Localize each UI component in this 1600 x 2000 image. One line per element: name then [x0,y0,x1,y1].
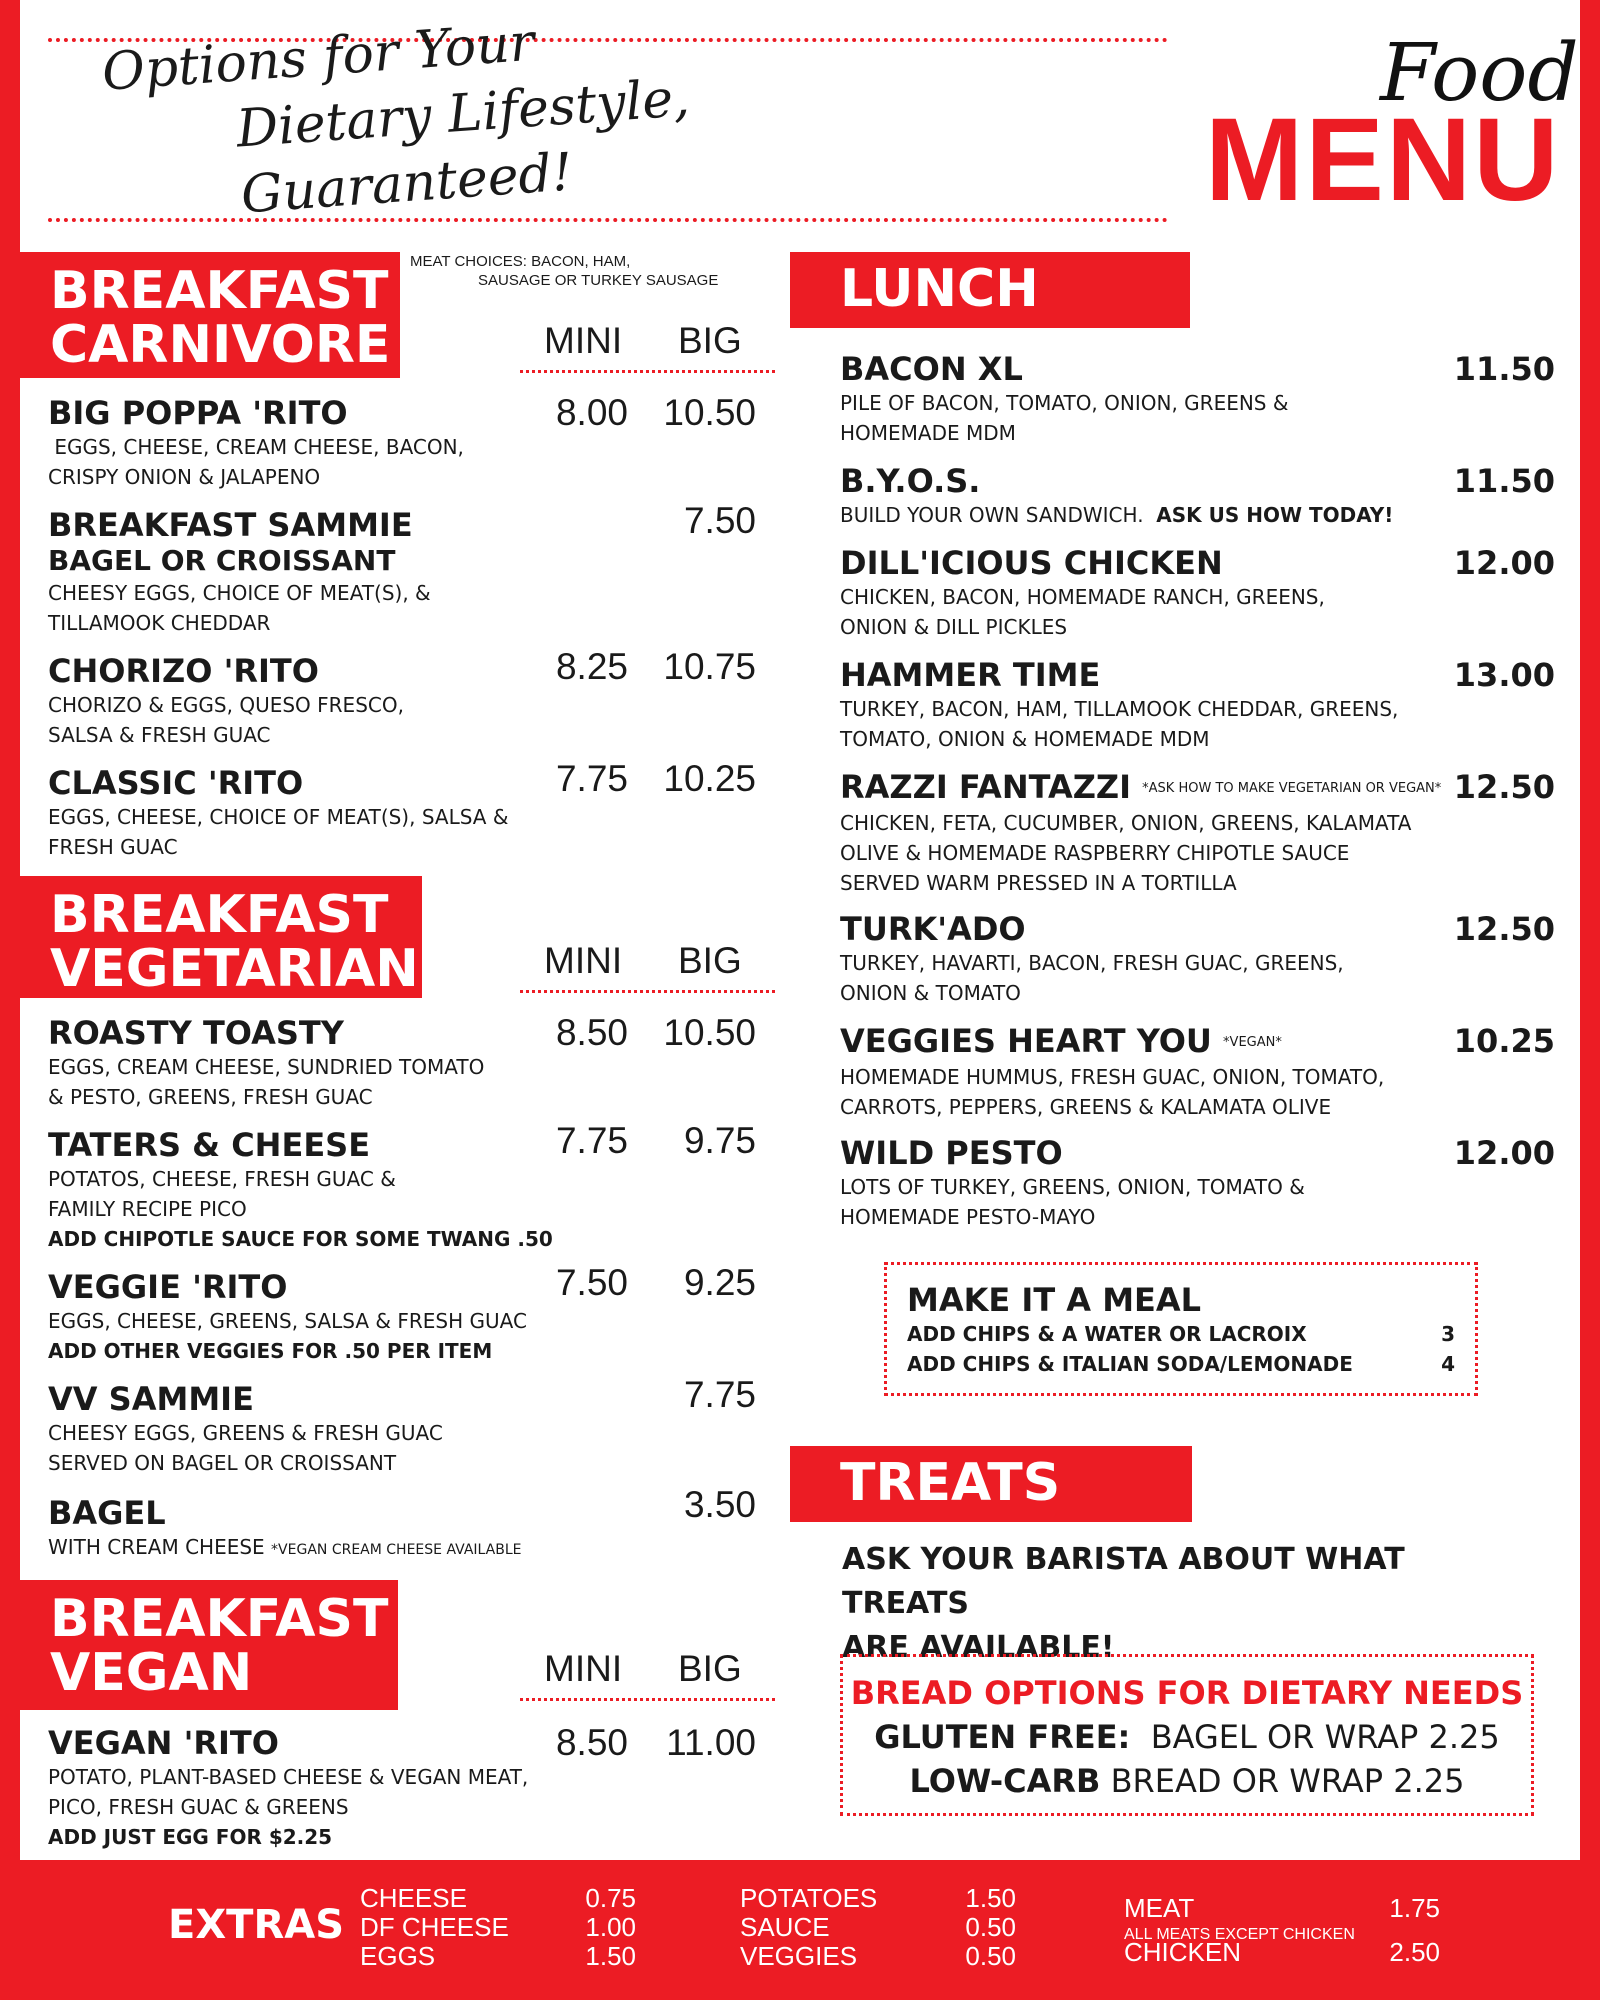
item-note: *ASK HOW TO MAKE VEGETARIAN OR VEGAN* [1142,781,1442,796]
mini-header: MINI [544,320,623,361]
low-carb-label: LOW-CARB [909,1762,1101,1800]
extra-price: 0.50 [965,1912,1016,1942]
big-header: BIG [678,940,742,981]
extra-name: CHICKEN [1124,1937,1242,1967]
make-it-a-meal-box [884,1262,1478,1396]
section-title: TREATS [840,1453,1061,1513]
item-description: PICO, FRESH GUAC & GREENS [48,1795,349,1819]
extra-price: 1.75 [1389,1893,1440,1923]
price-big: 10.50 [663,392,756,433]
price-mini: 7.75 [555,1120,628,1161]
item-description: FAMILY RECIPE PICO [48,1197,247,1221]
section-title-line2: VEGETARIAN [50,939,419,999]
gluten-free-label: GLUTEN FREE: [874,1718,1131,1756]
menu-item-classic-rito [48,764,568,862]
item-price: 12.50 [1453,768,1555,806]
item-name: DILL'ICIOUS CHICKEN [840,544,1223,582]
bread-options-box [840,1654,1534,1816]
extra-name: SAUCE [740,1912,830,1942]
section-title: LUNCH [840,259,1039,319]
price-mini: 8.25 [555,646,628,687]
item-description: TURKEY, HAVARTI, BACON, FRESH GUAC, GREENS, [840,951,1344,975]
lunch-item-wild-pesto [840,1134,1480,1232]
item-description: EGGS, CHEESE, CHOICE OF MEAT(S), SALSA & [48,805,509,829]
extra-name: DF CHEESE [360,1912,509,1942]
item-name: BACON XL [840,350,1023,388]
item-name: CLASSIC 'RITO [48,764,304,802]
extra-price: 0.50 [965,1941,1016,1971]
item-description: EGGS, CHEESE, GREENS, SALSA & FRESH GUAC [48,1309,527,1333]
item-description: HOMEMADE MDM [840,421,1016,445]
item-description: CARROTS, PEPPERS, GREENS & KALAMATA OLIVE [840,1095,1332,1119]
item-price: 13.00 [1453,656,1555,694]
item-name: RAZZI FANTAZZI [840,768,1132,806]
extra-name: EGGS [360,1941,436,1971]
menu-item-breakfast-sammie [48,506,568,638]
item-price: 11.50 [1453,350,1555,388]
price-big: 7.75 [683,1374,756,1415]
extras-title: EXTRAS [168,1902,345,1948]
item-description: CRISPY ONION & JALAPENO [48,465,321,489]
item-description [48,1532,568,1565]
price-big: 10.50 [663,1012,756,1053]
extras-column-1 [360,1884,680,1971]
meal-option [907,1349,1455,1379]
item-description: EGGS, CHEESE, CREAM CHEESE, BACON, [48,435,464,459]
menu-word: MENU [1205,94,1561,226]
item-description-bold: ASK US HOW TODAY! [1156,503,1394,527]
item-description: FRESH GUAC [48,835,178,859]
price-big: 3.50 [683,1484,756,1525]
bread-title: BREAD OPTIONS FOR DIETARY NEEDS [850,1674,1524,1712]
section-breakfast-carnivore [20,252,400,378]
price-big: 10.75 [663,646,756,687]
extras-column-2 [740,1884,1060,1971]
extra-price: 0.75 [585,1883,636,1913]
lunch-item-hammer-time [840,656,1480,754]
extra-note: ALL MEATS EXCEPT CHICKEN [1124,1926,1355,1943]
mini-header: MINI [544,1648,623,1689]
item-description: CHICKEN, FETA, CUCUMBER, ONION, GREENS, KALAMATA [840,811,1412,835]
column-headers-vegetarian [520,936,780,1006]
low-carb-row [843,1759,1531,1803]
item-description: LOTS OF TURKEY, GREENS, ONION, TOMATO & [840,1175,1305,1199]
item-addon: ADD OTHER VEGGIES FOR .50 PER ITEM [48,1339,493,1363]
extra-item [360,1942,680,1971]
meal-option-label: ADD CHIPS & ITALIAN SODA/LEMONADE [907,1352,1353,1376]
item-name: HAMMER TIME [840,656,1101,694]
item-description: ONION & TOMATO [840,981,1021,1005]
item-price: 12.00 [1453,544,1555,582]
item-name: BREAKFAST SAMMIE [48,506,413,544]
item-description: OLIVE & HOMEMADE RASPBERRY CHIPOTLE SAUCE [840,841,1350,865]
gluten-free-detail: BAGEL OR WRAP 2.25 [1130,1718,1500,1756]
item-description: TURKEY, BACON, HAM, TILLAMOOK CHEDDAR, GREENS, [840,697,1399,721]
mini-header: MINI [544,940,623,981]
extra-item [360,1884,680,1913]
meat-note-line2: SAUSAGE OR TURKEY SAUSAGE [478,272,719,289]
item-note: *VEGAN* [1223,1035,1282,1050]
item-name: VEGAN 'RITO [48,1724,279,1762]
extra-item [1124,1938,1464,1967]
price-big: 9.25 [683,1262,756,1303]
extra-item [740,1884,1060,1913]
tagline-line-2: Dietary Lifestyle, Guaranteed! [234,68,692,226]
meal-title: MAKE IT A MEAL [907,1281,1202,1319]
column-header-underline [520,370,775,373]
section-title-line1: BREAKFAST [50,1589,389,1649]
gluten-free-row [843,1715,1531,1759]
item-addon: ADD CHIPOTLE SAUCE FOR SOME TWANG .50 [48,1227,553,1251]
low-carb-detail: BREAD OR WRAP 2.25 [1100,1762,1465,1800]
column-header-underline [520,1698,775,1701]
extra-price: 1.50 [585,1941,636,1971]
meat-choices-note [410,252,730,290]
section-title-line2: CARNIVORE [50,315,391,375]
item-description: POTATO, PLANT-BASED CHEESE & VEGAN MEAT, [48,1765,529,1789]
menu-item-roasty-toasty [48,1014,568,1112]
tagline-line-1: Options for Your [100,12,537,103]
item-name: ROASTY TOASTY [48,1014,344,1052]
section-breakfast-vegetarian [20,876,422,998]
section-treats [790,1446,1192,1522]
item-description-text: BUILD YOUR OWN SANDWICH. [840,503,1157,527]
price-big: 10.25 [663,758,756,799]
extra-name: MEAT [1124,1893,1195,1923]
food-word: Food [1380,26,1579,119]
item-name: VV SAMMIE [48,1380,254,1418]
item-description: POTATOS, CHEESE, FRESH GUAC & [48,1167,396,1191]
item-subname: BAGEL OR CROISSANT [48,544,396,577]
extra-name: CHEESE [360,1883,467,1913]
item-name: B.Y.O.S. [840,462,981,500]
price-mini: 8.50 [555,1722,628,1763]
item-description-text: WITH CREAM CHEESE [48,1535,272,1559]
price-big: 7.50 [683,500,756,541]
meal-option-price: 4 [1441,1352,1455,1376]
item-price: 12.50 [1453,910,1555,948]
item-description: TILLAMOOK CHEDDAR [48,611,271,635]
big-header: BIG [678,1648,742,1689]
item-description: CHEESY EGGS, CHOICE OF MEAT(S), & [48,581,431,605]
section-lunch [790,252,1190,328]
item-description: EGGS, CREAM CHEESE, SUNDRIED TOMATO [48,1055,485,1079]
extra-item [740,1942,1060,1971]
item-description: HOMEMADE HUMMUS, FRESH GUAC, ONION, TOMATO, [840,1065,1385,1089]
menu-item-taters-cheese [48,1126,568,1254]
menu-item-vegan-rito [48,1724,568,1852]
item-name: TATERS & CHEESE [48,1126,371,1164]
meal-option-price: 3 [1441,1322,1455,1346]
meal-option-label: ADD CHIPS & A WATER OR LACROIX [907,1322,1307,1346]
extra-name: POTATOES [740,1883,878,1913]
price-big: 11.00 [666,1722,756,1763]
treats-line-2: ARE AVAILABLE! [842,1630,1115,1665]
item-name-row [840,768,1480,808]
price-mini: 8.00 [555,392,628,433]
column-headers-vegan [520,1644,780,1714]
item-description: HOMEMADE PESTO-MAYO [840,1205,1096,1229]
menu-item-veggie-rito [48,1268,568,1366]
menu-item-big-poppa-rito [48,394,568,492]
item-name: CHORIZO 'RITO [48,652,319,690]
item-name: WILD PESTO [840,1134,1063,1172]
price-big: 9.75 [683,1120,756,1161]
item-name: BAGEL [48,1494,166,1532]
lunch-item-turkado [840,910,1480,1008]
treats-line-1: ASK YOUR BARISTA ABOUT WHAT TREATS [842,1542,1405,1621]
item-description: & PESTO, GREENS, FRESH GUAC [48,1085,373,1109]
extra-item [360,1913,680,1942]
lunch-item-razzi-fantazzi [840,768,1480,898]
lunch-item-veggies-heart-you [840,1022,1480,1122]
column-header-underline [520,990,775,993]
item-description: CHORIZO & EGGS, QUESO FRESCO, [48,693,404,717]
item-name: TURK'ADO [840,910,1026,948]
extra-price: 1.00 [585,1912,636,1942]
meal-option [907,1319,1455,1349]
item-description: SERVED ON BAGEL OR CROISSANT [48,1451,397,1475]
item-name: VEGGIE 'RITO [48,1268,288,1306]
item-description: SERVED WARM PRESSED IN A TORTILLA [840,871,1237,895]
menu-item-vv-sammie [48,1380,568,1478]
menu-item-chorizo-rito [48,652,568,750]
treats-description [842,1538,1542,1670]
item-description: SALSA & FRESH GUAC [48,723,271,747]
column-headers-carnivore [520,316,780,386]
extras-column-3 [1124,1894,1464,1967]
menu-item-bagel [48,1494,568,1565]
extra-item [1124,1893,1464,1943]
lunch-item-byos [840,462,1480,530]
price-mini: 7.50 [555,1262,628,1303]
item-price: 10.25 [1453,1022,1555,1060]
item-name-row [840,1022,1480,1062]
section-title-line1: BREAKFAST [50,261,389,321]
item-description: ONION & DILL PICKLES [840,615,1068,639]
price-mini: 8.50 [555,1012,628,1053]
item-addon: ADD JUST EGG FOR $2.25 [48,1825,333,1849]
price-mini: 7.75 [555,758,628,799]
item-price: 11.50 [1453,462,1555,500]
extra-name: VEGGIES [740,1941,858,1971]
section-title-line2: VEGAN [50,1643,253,1703]
item-description [840,500,1480,530]
item-description: TOMATO, ONION & HOMEMADE MDM [840,727,1210,751]
item-description: CHICKEN, BACON, HOMEMADE RANCH, GREENS, [840,585,1325,609]
section-breakfast-vegan [20,1580,398,1710]
lunch-item-bacon-xl [840,350,1480,448]
item-price: 12.00 [1453,1134,1555,1172]
meat-note-line1: MEAT CHOICES: BACON, HAM, [410,253,631,270]
item-note: *VEGAN CREAM CHEESE AVAILABLE [271,1542,522,1558]
big-header: BIG [678,320,742,361]
item-name: VEGGIES HEART YOU [840,1022,1212,1060]
item-description: PILE OF BACON, TOMATO, ONION, GREENS & [840,391,1289,415]
item-description: CHEESY EGGS, GREENS & FRESH GUAC [48,1421,443,1445]
extra-price: 1.50 [965,1883,1016,1913]
section-title-line1: BREAKFAST [50,885,389,945]
lunch-item-dillicious-chicken [840,544,1480,642]
extra-price: 2.50 [1389,1937,1440,1967]
extra-item [740,1913,1060,1942]
item-name: BIG POPPA 'RITO [48,394,348,432]
